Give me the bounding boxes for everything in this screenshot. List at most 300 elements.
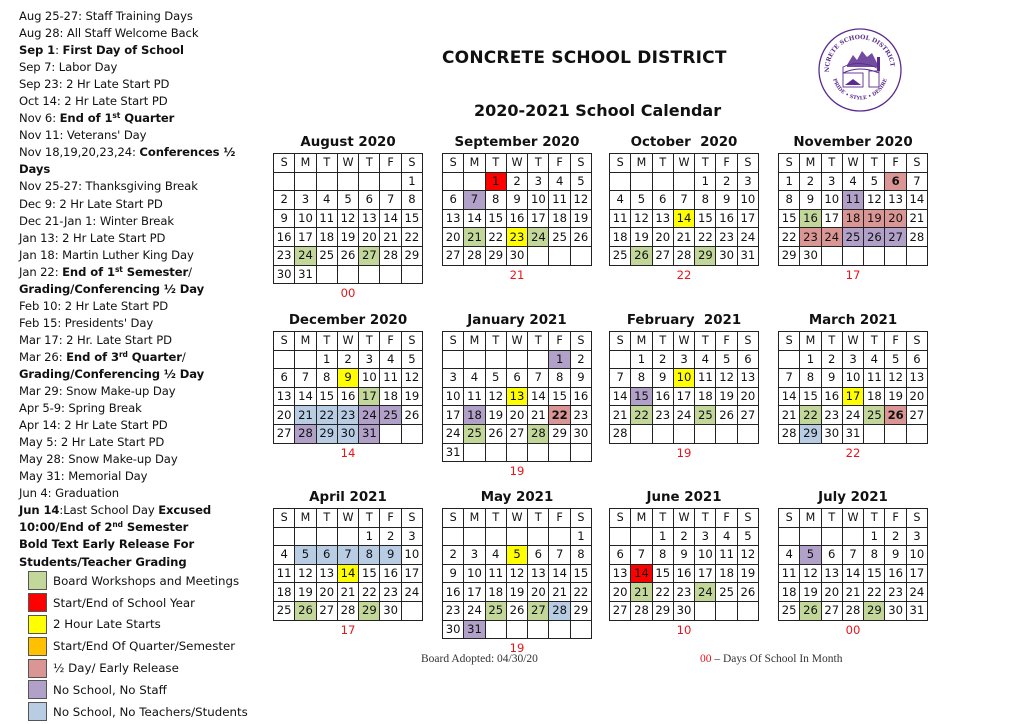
empty-day-cell [274,350,295,369]
day-cell: 9 [673,546,694,565]
week-row [443,172,592,191]
day-cell: 16 [673,564,694,583]
day-cell: 23 [652,406,673,425]
key-date-item [19,196,269,213]
empty-day-cell [337,172,358,191]
day-cell: 1 [779,172,800,191]
empty-day-cell [842,527,863,546]
weekday-label: T [359,509,380,528]
school-days-count: 17 [340,622,356,637]
key-date-text: Semester [122,264,189,279]
day-cell: 21 [528,406,549,425]
day-cell: 8 [695,191,716,210]
day-cell: 26 [485,424,506,443]
day-cell: 14 [631,564,652,583]
key-date-text: / [188,264,192,279]
key-date-text: May 5: 2 Hr Late Start PD [19,435,165,450]
day-cell: 28 [842,601,863,620]
weekday-label: T [821,332,842,351]
weekday-label: S [737,154,758,173]
empty-day-cell [570,443,591,462]
day-cell: 12 [506,564,527,583]
month-title: December 2020 [288,313,408,328]
weekday-label: S [274,332,295,351]
day-cell: 17 [528,209,549,228]
empty-day-cell [716,424,737,443]
month-title: September 2020 [454,135,580,150]
key-date-text: May 28: Snow Make-up Day [19,452,178,467]
empty-day-cell [549,620,570,639]
empty-day-cell [464,443,485,462]
key-date-text: st [112,111,121,121]
day-cell: 30 [506,246,527,265]
legend-swatch-red [28,593,47,612]
day-cell: 30 [274,265,295,284]
day-cell: 23 [380,583,401,602]
day-cell: 17 [295,228,316,247]
legend-item-purple [28,679,268,701]
day-cell: 20 [652,228,673,247]
school-days-count: 19 [509,464,525,479]
key-date-text: Days [19,162,51,177]
key-date-text: Aug 25-27: Staff Training Days [19,9,193,23]
day-cell: 16 [885,564,906,583]
day-cell: 14 [528,387,549,406]
empty-day-cell [337,265,358,284]
day-cell: 30 [885,601,906,620]
empty-day-cell [695,424,716,443]
day-cell: 6 [316,546,337,565]
day-cell: 31 [295,265,316,284]
school-days-count: 22 [676,267,692,282]
day-cell: 18 [485,583,506,602]
month-calendar [273,133,423,300]
day-cell: 13 [652,209,673,228]
day-cell: 9 [570,369,591,388]
day-cell: 4 [842,172,863,191]
day-cell: 13 [610,564,631,583]
key-date-text: Dec 21-Jan 1: Winter Break [19,213,174,228]
day-cell: 20 [906,387,927,406]
empty-day-cell [485,527,506,546]
weekday-label: M [464,332,485,351]
empty-day-cell [821,527,842,546]
day-cell: 21 [549,583,570,602]
day-cell: 1 [316,350,337,369]
day-cell: 27 [885,228,906,247]
day-cell: 26 [800,601,821,620]
key-date-text: End of 1 [62,264,115,279]
key-date-item [19,281,269,298]
day-cell: 24 [401,583,422,602]
day-cell: 27 [610,601,631,620]
day-cell: 27 [443,246,464,265]
empty-day-cell [485,620,506,639]
day-cell: 5 [401,350,422,369]
day-cell: 7 [528,369,549,388]
weekday-label: F [549,509,570,528]
seal-icon [817,27,903,113]
month-calendar [442,488,592,655]
weekday-label: S [779,332,800,351]
day-cell: 15 [570,564,591,583]
school-days-count: 17 [845,267,861,282]
week-row [443,620,592,639]
empty-day-cell [842,246,863,265]
week-row [610,406,759,425]
day-cell: 20 [885,209,906,228]
day-cell: 6 [737,350,758,369]
day-cell: 14 [549,564,570,583]
empty-day-cell [274,172,295,191]
weekday-header-row [274,332,423,351]
month-calendar [273,488,423,637]
key-date-item [19,93,269,110]
week-row [610,228,759,247]
weekday-label: T [528,509,549,528]
key-date-text: Dec 9: 2 Hr Late Start PD [19,196,163,211]
day-cell: 10 [673,369,694,388]
day-cell: 14 [380,209,401,228]
day-cell: 16 [716,209,737,228]
weekday-label: W [673,154,694,173]
empty-day-cell [443,350,464,369]
empty-day-cell [610,350,631,369]
day-cell: 8 [864,546,885,565]
month-calendar [273,311,423,460]
day-cell: 28 [464,246,485,265]
day-cell: 19 [716,387,737,406]
empty-day-cell [380,265,401,284]
day-cell: 20 [506,406,527,425]
day-cell: 16 [570,387,591,406]
day-cell: 30 [337,424,358,443]
day-cell: 4 [716,527,737,546]
day-cell: 15 [359,564,380,583]
key-date-item [19,110,269,127]
week-row [443,406,592,425]
key-date-text: Jan 13: 2 Hr Late Start PD [19,230,166,245]
weekday-header-row [274,509,423,528]
day-cell: 15 [485,209,506,228]
key-date-item [19,434,269,451]
legend-item-pink [28,657,268,679]
day-cell: 27 [506,424,527,443]
day-cell: 2 [380,527,401,546]
day-cell: 19 [800,583,821,602]
day-cell: 1 [549,350,570,369]
key-date-item [19,536,269,553]
day-cell: 22 [695,228,716,247]
month-calendar [778,311,928,460]
key-date-item [19,230,269,247]
day-cell: 24 [737,228,758,247]
key-date-item [19,127,269,144]
day-cell: 4 [464,369,485,388]
key-date-text: Grading/Conferencing ½ Day [19,281,205,296]
day-cell: 3 [443,369,464,388]
day-cell: 17 [695,564,716,583]
key-date-text: / [181,349,186,364]
day-cell: 9 [652,369,673,388]
key-date-text: Mar 17: 2 Hr. Late Start PD [19,332,172,347]
empty-day-cell [401,424,422,443]
legend-swatch-yellow [28,615,47,634]
week-row [443,369,592,388]
weekday-label: S [443,154,464,173]
day-cell: 8 [316,369,337,388]
color-legend [28,570,268,723]
day-cell: 27 [316,601,337,620]
day-cell: 2 [570,350,591,369]
weekday-label: T [864,154,885,173]
empty-day-cell [380,172,401,191]
seal-bottom-text: PRIDE • STYLE • DESIRE [831,77,889,102]
weekday-label: S [401,332,422,351]
school-days-count: 19 [509,641,525,656]
day-cell: 22 [570,583,591,602]
day-cell: 24 [673,406,694,425]
key-date-item [19,400,269,417]
empty-day-cell [631,527,652,546]
key-date-text: Nov 18,19,20,23,24: [19,145,140,160]
weekday-label: M [464,154,485,173]
empty-day-cell [295,350,316,369]
day-cell: 6 [610,546,631,565]
day-cell: 8 [401,191,422,210]
weekday-label: T [528,154,549,173]
week-row [274,564,423,583]
day-cell: 3 [737,172,758,191]
day-cell: 29 [359,601,380,620]
day-cell: 8 [800,369,821,388]
week-row [610,191,759,210]
key-date-text: Conferences ½ [139,145,236,160]
day-cell: 25 [274,601,295,620]
day-cell: 19 [485,406,506,425]
weekday-header-row [779,154,928,173]
day-cell: 20 [316,583,337,602]
school-days-count: 14 [340,445,356,460]
day-cell: 21 [337,583,358,602]
weekday-label: T [485,332,506,351]
key-date-item [19,161,269,178]
weekday-header-row [274,154,423,173]
day-cell: 11 [485,564,506,583]
day-cell: 6 [906,350,927,369]
empty-day-cell [885,424,906,443]
empty-day-cell [295,527,316,546]
empty-day-cell [528,527,549,546]
weekday-label: S [443,332,464,351]
day-cell: 5 [337,191,358,210]
weekday-label: W [506,332,527,351]
key-date-text: Grading/Conferencing ½ Day [19,366,205,381]
weekday-label: S [610,332,631,351]
day-cell: 17 [737,209,758,228]
empty-day-cell [864,246,885,265]
empty-day-cell [443,172,464,191]
weekday-label: T [864,332,885,351]
key-date-text: First Day of School [62,43,184,58]
weekday-label: M [631,509,652,528]
month-title: August 2020 [300,135,396,150]
day-cell: 4 [274,546,295,565]
day-cell: 17 [673,387,694,406]
day-cell: 28 [380,246,401,265]
key-date-item [19,519,269,536]
day-cell: 1 [570,527,591,546]
month-table [273,331,423,444]
day-cell: 26 [737,583,758,602]
day-cell: 2 [885,527,906,546]
week-row [779,172,928,191]
week-row [610,546,759,565]
day-cell: 8 [485,191,506,210]
day-cell: 21 [464,228,485,247]
weekday-label: T [864,509,885,528]
day-cell: 24 [464,601,485,620]
legend-label: Start/End Of Quarter/Semester [53,639,236,654]
week-row [443,564,592,583]
weekday-label: F [885,332,906,351]
month-table [609,331,759,444]
day-cell: 7 [337,546,358,565]
day-cell: 1 [359,527,380,546]
key-date-text: Nov 11: Veterans' Day [19,128,147,143]
week-row [274,191,423,210]
week-row [443,191,592,210]
day-cell: 27 [737,406,758,425]
weekday-label: F [716,332,737,351]
day-cell: 9 [380,546,401,565]
weekday-label: S [906,332,927,351]
weekday-label: S [737,509,758,528]
key-date-item [19,178,269,195]
weekday-label: T [316,154,337,173]
legend-label: 2 Hour Late Starts [53,617,161,632]
day-cell: 11 [274,564,295,583]
day-cell: 24 [842,406,863,425]
weekday-label: M [800,154,821,173]
legend-label: ½ Day/ Early Release [53,661,179,676]
day-cell: 3 [401,527,422,546]
day-cell: 29 [485,246,506,265]
key-date-item [19,502,269,519]
day-cell: 7 [610,369,631,388]
day-cell: 3 [842,350,863,369]
key-date-item [19,264,269,281]
weekday-label: W [506,154,527,173]
day-cell: 23 [274,246,295,265]
day-cell: 28 [337,601,358,620]
empty-day-cell [885,246,906,265]
key-date-text: Feb 10: 2 Hr Late Start PD [19,298,169,313]
day-cell: 19 [570,209,591,228]
weekday-label: F [380,332,401,351]
legend-swatch-orange [28,637,47,656]
weekday-label: S [401,509,422,528]
day-cell: 23 [506,228,527,247]
count-key-label: – Days Of School In Month [711,653,843,665]
day-cell: 24 [443,424,464,443]
days-count-key [700,653,842,665]
day-cell: 13 [359,209,380,228]
day-cell: 26 [864,228,885,247]
day-cell: 3 [359,350,380,369]
day-cell: 9 [800,191,821,210]
day-cell: 18 [274,583,295,602]
day-cell: 29 [779,246,800,265]
month-table [609,508,759,621]
key-date-text: Apr 14: 2 Hr Late Start PD [19,418,168,433]
weekday-label: T [695,154,716,173]
day-cell: 20 [821,583,842,602]
empty-day-cell [673,172,694,191]
key-date-text: Jan 22: [19,264,63,279]
weekday-label: S [610,154,631,173]
day-cell: 4 [610,191,631,210]
day-cell: 24 [295,246,316,265]
day-cell: 4 [864,350,885,369]
key-date-text: Nov 25-27: Thanksgiving Break [19,179,198,194]
weekday-label: T [821,154,842,173]
day-cell: 18 [842,209,863,228]
week-row [274,424,423,443]
day-cell: 5 [737,527,758,546]
weekday-label: S [274,509,295,528]
month-title: July 2021 [818,490,888,505]
weekday-label: T [359,332,380,351]
day-cell: 10 [906,546,927,565]
weekday-label: M [295,332,316,351]
day-cell: 29 [695,246,716,265]
week-row [274,369,423,388]
day-cell: 28 [779,424,800,443]
week-row [274,527,423,546]
weekday-label: T [652,154,673,173]
month-table [778,153,928,266]
day-cell: 23 [885,583,906,602]
day-cell: 15 [401,209,422,228]
day-cell: 28 [295,424,316,443]
weekday-label: F [716,154,737,173]
empty-day-cell [506,527,527,546]
weekday-label: S [737,332,758,351]
week-row [610,424,759,443]
day-cell: 5 [570,172,591,191]
day-cell: 17 [842,387,863,406]
key-date-text: Aug 28: All Staff Welcome Back [19,26,199,41]
week-row [274,583,423,602]
day-cell: 21 [610,406,631,425]
empty-day-cell [528,620,549,639]
day-cell: 8 [631,369,652,388]
day-cell: 29 [864,601,885,620]
day-cell: 10 [443,387,464,406]
key-date-text: May 31: Memorial Day [19,469,148,484]
day-cell: 19 [295,583,316,602]
day-cell: 14 [295,387,316,406]
day-cell: 12 [337,209,358,228]
day-cell: 7 [631,546,652,565]
day-cell: 6 [274,369,295,388]
weekday-label: M [800,332,821,351]
day-cell: 22 [316,406,337,425]
legend-item-blue [28,701,268,723]
week-row [779,546,928,565]
day-cell: 11 [864,369,885,388]
